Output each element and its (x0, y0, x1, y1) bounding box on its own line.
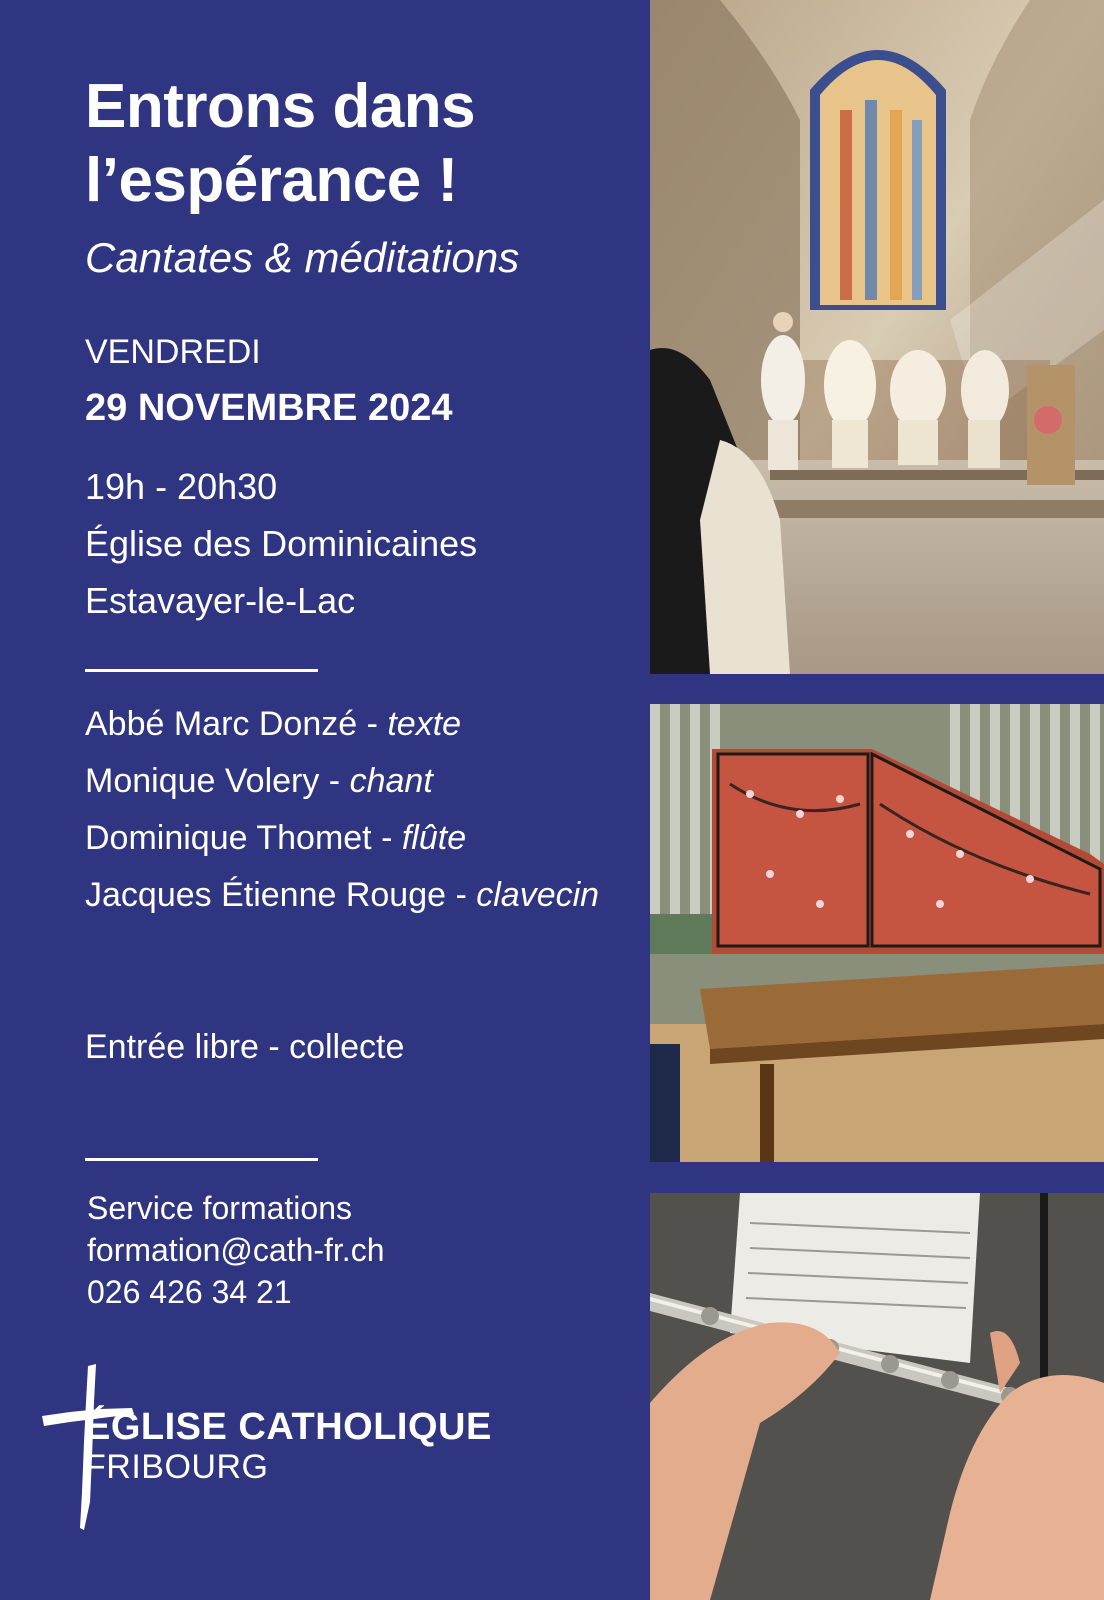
contact-block (87, 1187, 384, 1313)
entry-info: Entrée libre - collecte (85, 1028, 405, 1066)
performer-row (85, 867, 599, 924)
event-details (85, 458, 477, 629)
title-line-2: l’espérance ! (85, 146, 458, 215)
performer-role: flûte (401, 819, 467, 857)
contact-service: Service formations (87, 1190, 352, 1226)
photo-flute (650, 1193, 1104, 1600)
event-subtitle: Cantates & méditations (85, 234, 520, 281)
divider (85, 1158, 318, 1161)
logo-line-2: FRIBOURG (85, 1448, 269, 1486)
performer-row (85, 753, 599, 810)
performer-name: Jacques Étienne Rouge - (85, 876, 477, 914)
performer-name: Dominique Thomet - (85, 819, 402, 857)
performer-role: clavecin (476, 876, 600, 914)
event-city: Estavayer-le-Lac (85, 580, 356, 621)
divider (85, 669, 318, 672)
event-time: 19h - 20h30 (85, 466, 278, 507)
event-day: VENDREDI (85, 333, 261, 371)
photo-harpsichord (650, 704, 1104, 1162)
event-title (85, 70, 625, 218)
contact-email[interactable]: formation@cath-fr.ch (87, 1232, 385, 1268)
title-line-1: Entrons dans (85, 72, 476, 141)
performer-row (85, 696, 599, 753)
photo-church-interior (650, 0, 1104, 674)
performer-role: texte (387, 705, 462, 743)
organization-logo (40, 1362, 500, 1532)
performer-name: Monique Volery - (85, 762, 350, 800)
event-date: 29 NOVEMBRE 2024 (85, 387, 453, 429)
logo-line-1: ÉGLISE CATHOLIQUE (85, 1406, 492, 1448)
contact-phone[interactable]: 026 426 34 21 (87, 1274, 292, 1310)
performer-name: Abbé Marc Donzé - (85, 705, 388, 743)
performer-row (85, 810, 599, 867)
performer-list (85, 696, 599, 924)
performer-role: chant (349, 762, 433, 800)
event-venue: Église des Dominicaines (85, 523, 478, 564)
